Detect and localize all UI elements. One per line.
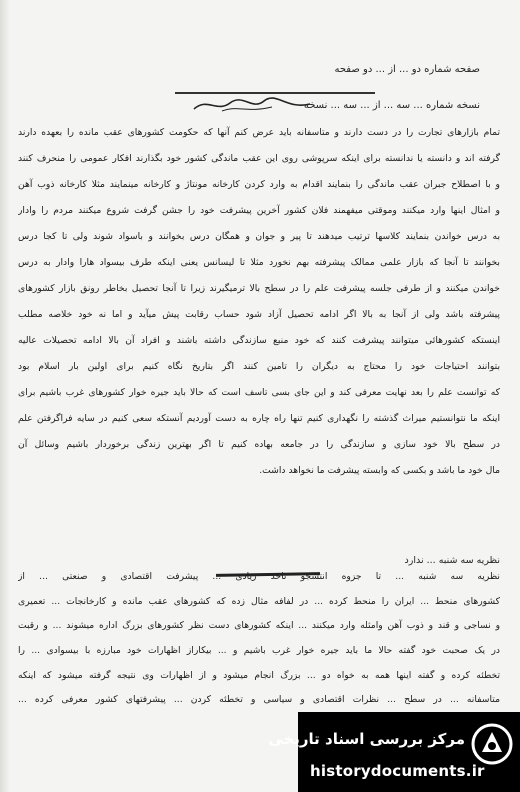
watermark-url: historydocuments.ir bbox=[310, 762, 485, 780]
page-number-line: صفحه شماره دو ... از ... دو صفحه bbox=[334, 64, 480, 75]
text-line: تخطئه کرده و گفته اینها همه به خواه دو ... بزرگ انجام میشود و از اظهارات وی نتیجه گرفته میشود که اینکه bbox=[18, 669, 500, 681]
text-line: گرفته اند و دانسته یا ندانسته برای اینکه سرپوشی روی این عقب ماندگی کشور خود بگذارند افکار عمومی را منحرف کنند bbox=[18, 153, 500, 164]
archive-watermark bbox=[268, 712, 520, 792]
text-line: خواندن میکنند و از طرفی جلسه پیشرفت علم را در سطح بالا ترمیگیرند زیرا تا آنجا تحصیل بخاطر رونق بازار کشورهای bbox=[18, 283, 500, 294]
text-line: نظریه سه شنبه ... تا جزوه انتشجو تاحد زیادی ... پیشرفت اقتصادی و صنعتی ... از bbox=[18, 571, 500, 582]
scan-edge-shadow bbox=[0, 0, 10, 792]
text-line: به درس خواندن بنمایند کلاسها ترتیب میدهند تا پیر و جوان و همگان درس بخوانند و باسواد شوند ولی تا کجا درس bbox=[18, 231, 500, 242]
text-line: اینستکه کشورهائی میتوانند پیشرفت کنند که خود منبع سازندگی داشته باشند و افراد آن بالا ادامه تحصیلات عالیه bbox=[18, 335, 500, 346]
body-paragraph-1 bbox=[18, 120, 500, 484]
text-line: پیشرفته باشد ولی از آنجا به بالا اگر ادامه تحصیل آزاد شود حساب رقابت پیش میآید و اما نه خود خلاصه مطلب bbox=[18, 309, 500, 320]
text-line: در سطح بالا خود سازی و سازندگی را در جامعه بهاده کنیم تا اگر بهترین زندگی برخوردار باشیم وسائل آن bbox=[18, 439, 500, 450]
text-line: تمام بازارهای تجارت را در دست دارند و متاسفانه باید عرض کنم آنها که حکومت کشورهای عقب مانده را بعهده دارند bbox=[18, 127, 500, 138]
header-underline bbox=[175, 92, 375, 94]
text-line: کشورهای منحط ... ایران را منحط کرده ... در لفافه مثال زده که کشورهای عقب مانده و کارخانجات ... تعمیری bbox=[18, 595, 500, 607]
text-line: اینکه ما نتوانستیم میراث گذشته را نگهداری کنیم تنها راه چاره به دست آوردیم آنستکه سعی کنیم در سایه فراگرفتن علم bbox=[18, 413, 500, 424]
text-line: که توانست علم را بعد نهایت معرفی کند و این جای بسی تاسف است که حالا باید جیره خوار کشورهای غرب باشیم برای bbox=[18, 387, 500, 398]
watermark-title: مرکز بررسی اسناد تاریخی bbox=[268, 730, 465, 748]
text-line: و نساجی و قند و ذوب آهن وامثله وارد میکنند ... اینکه کشورهای دست نظر کشورهای بزرگ اداره میشوند ... و رقبت bbox=[18, 620, 500, 632]
text-line: و با اصطلاح جبران عقب ماندگی را بنمایند اقدام به وارد کردن کارخانه مونتاژ و کارخانه مینمایند مثلا کارخانه ذوب آهن bbox=[18, 179, 500, 190]
archive-logo-icon bbox=[470, 722, 514, 766]
copy-number-line: نسخه شماره ... سه ... از ... سه ... نسخه bbox=[303, 100, 480, 111]
text-line: در یک صحبت خود گفته حالا ما باید جیره خوار غرب باشیم و ... بیکاراز اظهارات خود مبارزه با بیسوادی ... را bbox=[18, 645, 500, 657]
text-line: متاسفانه ... در سطح ... نظرات اقتصادی و سیاسی و تخطئه کردن ... پیشرفتهای کشور معرفی کرده ... bbox=[18, 694, 500, 706]
text-line: و امثال اینها وارد میکنند وموقتی میفهمند فلان کشور آخرین پیشرفت خود را جشن گرفت شروع میکنند مردم را وادار bbox=[18, 205, 500, 216]
text-line: بتوانند احتیاجات خود را محتاج به دیگران را تامین کنند اگر بتاریخ نگاه کنیم برای اولین بار اسلام بود bbox=[18, 361, 500, 372]
text-line: بخوانند تا آنجا که بازار علمی ممالک پیشرفته بهم نخورد مثلا تا لیسانس یعنی اینکه طرف بیسواد هارا وادار به درس bbox=[18, 257, 500, 268]
text-line: مال خود ما باشد و بکسی که وابسته پیشرفت ما نخواهد داشت. bbox=[259, 465, 500, 476]
section-heading: نظریه سه شنبه ... ندارد bbox=[404, 555, 500, 566]
